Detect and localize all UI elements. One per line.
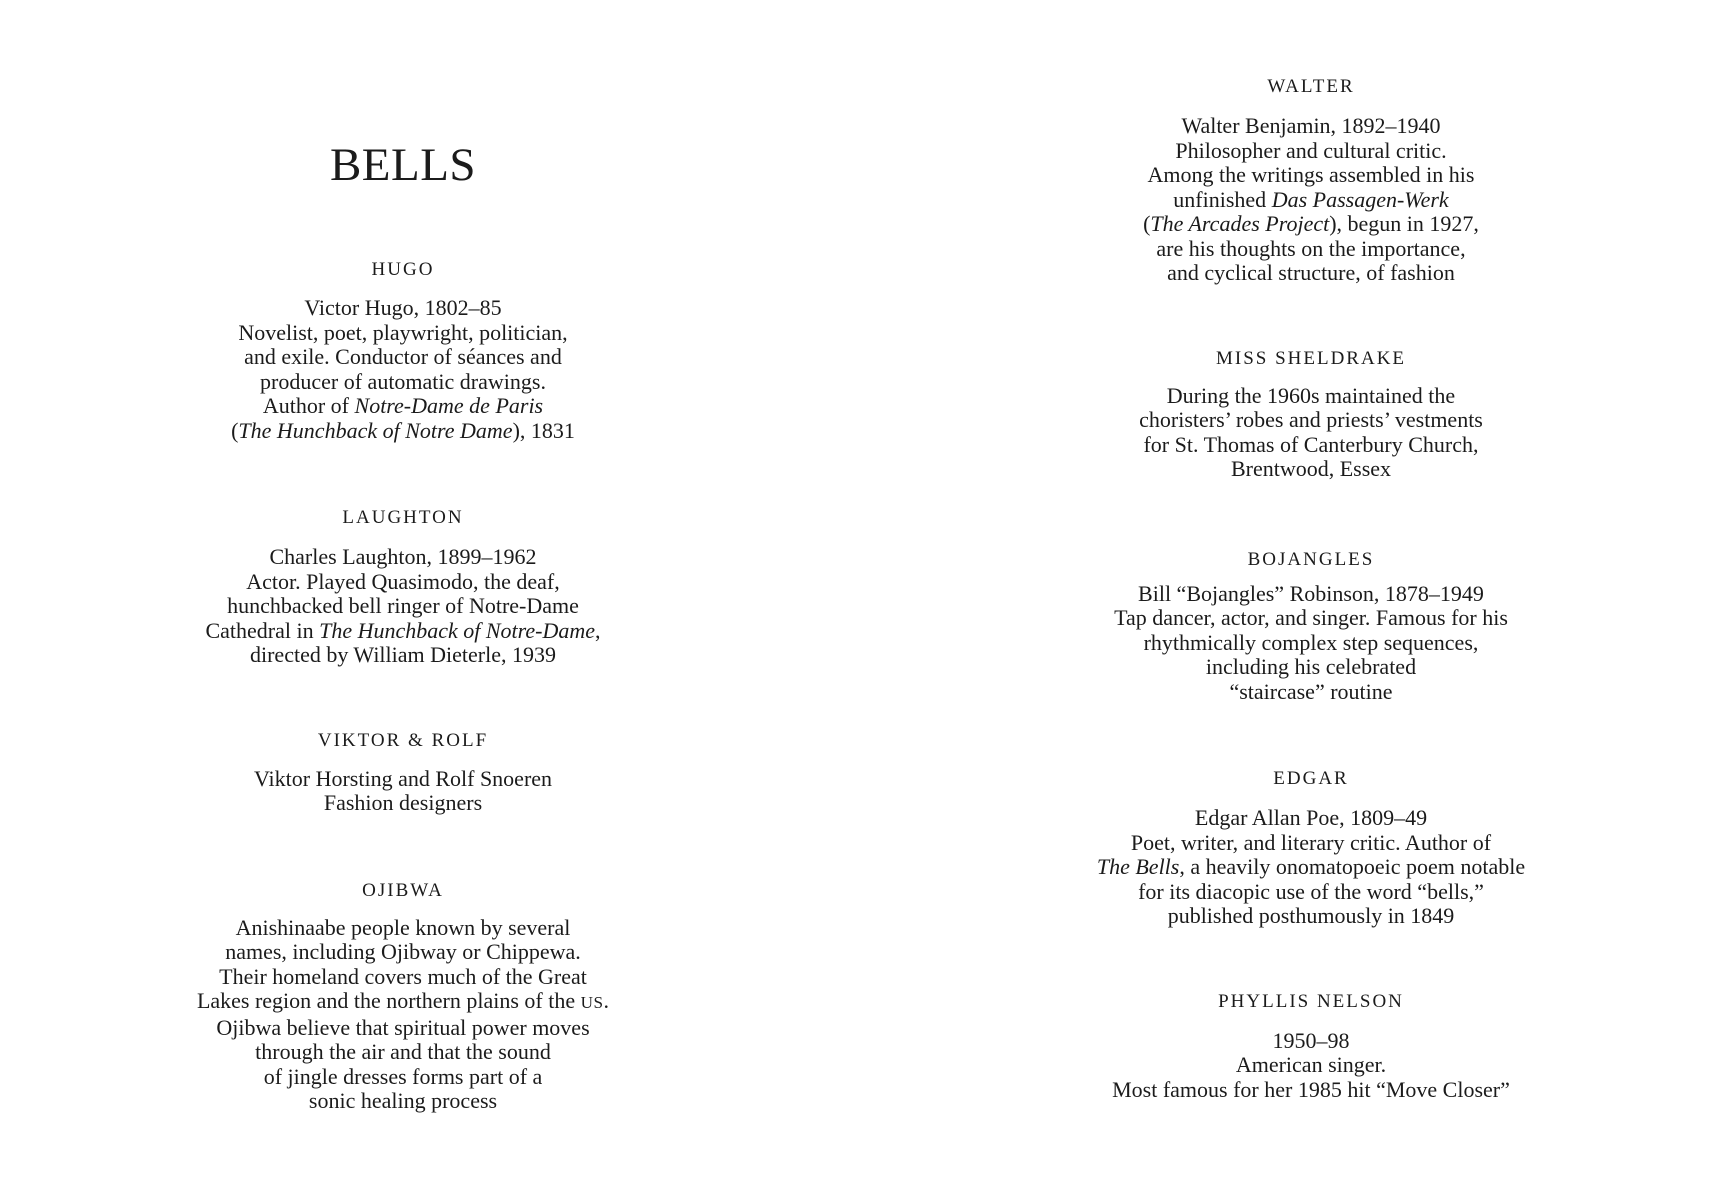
entry-segment: (: [231, 417, 239, 443]
entry-line: [991, 855, 1631, 880]
section-entry: [83, 296, 723, 443]
section-heading: PHYLLIS NELSON: [1218, 990, 1404, 1012]
entry-line: [991, 806, 1631, 831]
entry-segment: Philosopher and cultural critic.: [1175, 137, 1447, 163]
entry-line: [83, 419, 723, 444]
entry-line: [83, 321, 723, 346]
entry-segment-italic: The Bells: [1096, 854, 1180, 879]
entry-line: [991, 114, 1631, 139]
entry-segment: (: [1143, 211, 1151, 236]
entry-segment: Charles Laughton, 1899–1962: [269, 544, 537, 569]
entry-line: [991, 163, 1631, 188]
section-heading: EDGAR: [1273, 768, 1349, 789]
entry-segment: Bill “Bojangles” Robinson, 1878–1949: [1138, 580, 1484, 606]
entry-line: [991, 631, 1631, 656]
entry-line: [991, 1029, 1631, 1054]
entry-line: [83, 643, 723, 668]
entry-segment: names, including Ojibway or Chippewa.: [225, 939, 581, 964]
entry-line: [83, 570, 723, 595]
entry-segment-italic: Das Passagen-Werk: [1271, 186, 1449, 212]
section-heading: MISS SHELDRAKE: [1215, 347, 1407, 369]
section-heading: LAUGHTON: [342, 507, 464, 528]
glossary-section: [83, 880, 723, 1114]
entry-segment: sonic healing process: [308, 1088, 498, 1113]
entry-line: [991, 188, 1631, 213]
section-entry: [991, 1029, 1631, 1103]
entry-line: [83, 989, 723, 1016]
section-heading: BOJANGLES: [1247, 548, 1375, 570]
section-entry: [991, 114, 1631, 286]
entry-segment: choristers’ robes and priests’ vestments: [1139, 407, 1483, 432]
entry-segment: Viktor Horsting and Rolf Snoeren: [253, 765, 553, 791]
entry-line: [83, 791, 723, 816]
entry-line: [83, 370, 723, 395]
entry-line: [991, 1078, 1631, 1103]
entry-segment: Poet, writer, and literary critic. Author of: [1130, 829, 1492, 855]
entry-segment: Walter Benjamin, 1892–1940: [1181, 113, 1441, 138]
entry-line: [991, 1053, 1631, 1078]
section-entry: [991, 384, 1631, 482]
entry-line: [991, 261, 1631, 286]
entry-segment: Most famous for her 1985 hit “Move Closer”: [1112, 1076, 1510, 1102]
entry-segment: directed by William Dieterle, 1939: [249, 642, 556, 667]
entry-line: [83, 394, 723, 419]
entry-segment: Fashion designers: [323, 790, 483, 815]
entry-segment: ), begun in 1927,: [1329, 211, 1479, 236]
glossary-section: [83, 259, 723, 443]
entry-segment: and cyclical structure, of fashion: [1167, 260, 1455, 285]
entry-line: [83, 345, 723, 370]
entry-segment: of jingle dresses forms part of a: [263, 1063, 543, 1089]
entry-line: [991, 237, 1631, 262]
entry-line: [991, 880, 1631, 905]
glossary-section: [991, 991, 1631, 1103]
entry-segment: Author of: [262, 393, 355, 418]
entry-segment: “staircase” routine: [1229, 678, 1393, 704]
entry-segment: for St. Thomas of Canterbury Church,: [1143, 431, 1479, 457]
section-heading: VIKTOR & ROLF: [317, 729, 489, 751]
entry-segment: US: [580, 993, 604, 1012]
entry-line: [991, 655, 1631, 680]
entry-line: [83, 1040, 723, 1065]
entry-line: [83, 1016, 723, 1041]
entry-segment: for its diacopic use of the word “bells,”: [1138, 878, 1484, 904]
section-entry: [83, 916, 723, 1114]
entry-segment: Actor. Played Quasimodo, the deaf,: [246, 568, 560, 594]
entry-segment: 1950–98: [1272, 1027, 1350, 1053]
glossary-section: [991, 549, 1631, 705]
entry-segment: Among the writings assembled in his: [1147, 162, 1475, 187]
glossary-section: [83, 507, 723, 668]
entry-segment: and exile. Conductor of séances and: [244, 344, 562, 369]
entry-segment: During the 1960s maintained the: [1166, 382, 1456, 408]
section-entry: [991, 582, 1631, 705]
entry-segment-italic: The Arcades Project: [1150, 211, 1330, 236]
entry-segment: American singer.: [1235, 1052, 1387, 1077]
entry-line: [991, 408, 1631, 433]
entry-segment: including his celebrated: [1205, 654, 1417, 679]
entry-line: [83, 594, 723, 619]
entry-segment: .: [603, 988, 610, 1013]
entry-line: [83, 965, 723, 990]
section-entry: [991, 806, 1631, 929]
entry-line: [83, 619, 723, 644]
entry-line: [991, 139, 1631, 164]
entry-segment: hunchbacked bell ringer of Notre-Dame: [227, 593, 579, 618]
entry-segment: ,: [595, 617, 601, 643]
entry-line: [991, 680, 1631, 705]
entry-line: [83, 296, 723, 321]
entry-line: [991, 606, 1631, 631]
entry-segment: Their homeland covers much of the Great: [219, 963, 587, 989]
entry-segment: rhythmically complex step sequences,: [1143, 629, 1479, 655]
section-heading: WALTER: [1267, 76, 1355, 97]
entry-segment: Novelist, poet, playwright, politician,: [238, 319, 568, 345]
entry-segment: producer of automatic drawings.: [260, 368, 546, 394]
entry-segment-italic: The Hunchback of Notre-Dame: [319, 617, 596, 643]
entry-segment-italic: Notre-Dame de Paris: [354, 393, 544, 418]
entry-segment: Cathedral in: [205, 617, 320, 643]
section-entry: [83, 545, 723, 668]
entry-segment: are his thoughts on the importance,: [1156, 235, 1466, 261]
entry-segment: through the air and that the sound: [255, 1039, 551, 1064]
chapter-title: BELLS: [329, 139, 477, 191]
entry-segment: Anishinaabe people known by several: [235, 914, 571, 940]
glossary-section: [991, 76, 1631, 286]
section-heading: OJIBWA: [362, 879, 444, 901]
entry-line: [83, 1065, 723, 1090]
entry-line: [83, 916, 723, 941]
entry-line: [991, 433, 1631, 458]
left-page: [83, 0, 723, 1114]
entry-line: [83, 545, 723, 570]
entry-segment: published posthumously in 1849: [1167, 903, 1455, 928]
entry-segment: Victor Hugo, 1802–85: [304, 295, 502, 320]
entry-segment: Lakes region and the northern plains of the: [196, 988, 581, 1013]
entry-segment: Ojibwa believe that spiritual power moves: [216, 1014, 590, 1040]
entry-line: [991, 904, 1631, 929]
entry-line: [83, 1089, 723, 1114]
entry-segment: Brentwood, Essex: [1230, 456, 1392, 481]
entry-segment: , a heavily onomatopoeic poem notable: [1179, 854, 1526, 879]
glossary-section: [83, 730, 723, 816]
entry-line: [991, 384, 1631, 409]
entry-segment-italic: The Hunchback of Notre Dame: [238, 417, 513, 443]
entry-segment: Tap dancer, actor, and singer. Famous for his: [1114, 605, 1508, 630]
entry-segment: unfinished: [1173, 186, 1272, 212]
glossary-section: [991, 768, 1631, 929]
entry-line: [991, 582, 1631, 607]
entry-segment: ), 1831: [512, 417, 575, 443]
section-entry: [83, 767, 723, 816]
entry-line: [991, 457, 1631, 482]
entry-line: [991, 212, 1631, 237]
section-heading: HUGO: [371, 259, 435, 280]
glossary-section: [991, 348, 1631, 482]
entry-line: [991, 831, 1631, 856]
entry-line: [83, 940, 723, 965]
right-page: [991, 0, 1631, 1102]
entry-line: [83, 767, 723, 792]
entry-segment: Edgar Allan Poe, 1809–49: [1194, 805, 1428, 830]
